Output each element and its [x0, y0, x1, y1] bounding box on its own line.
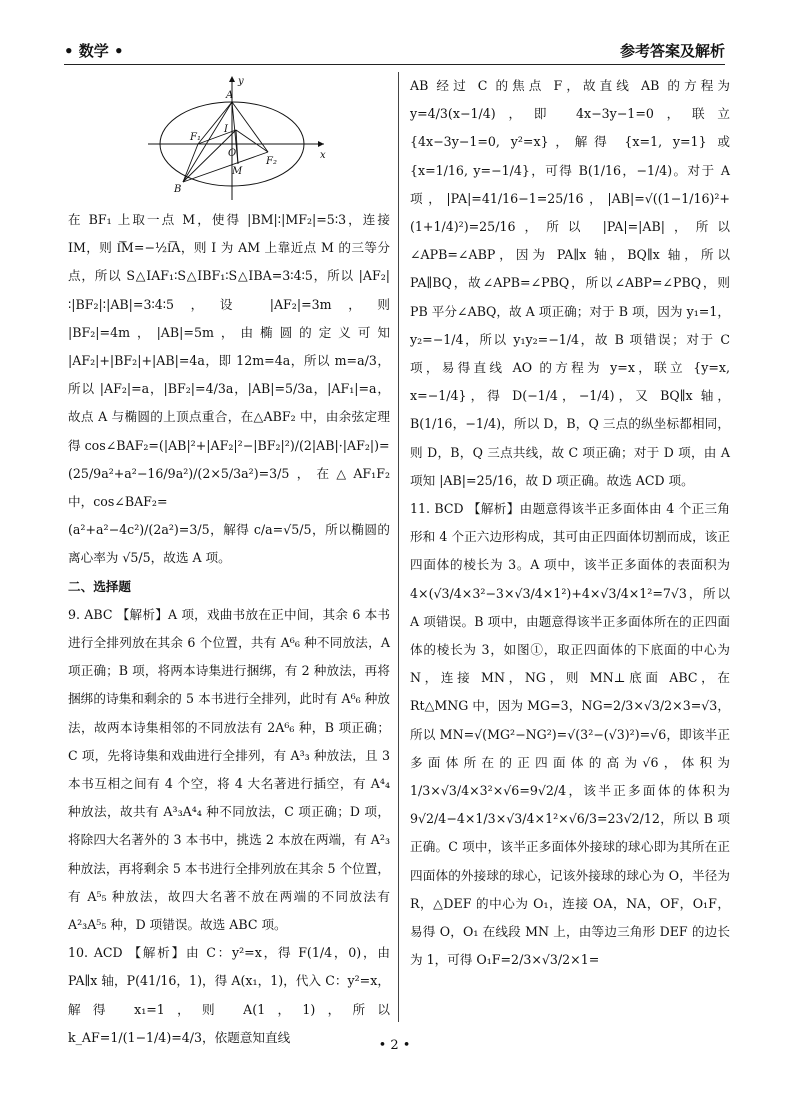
right-column: [410, 72, 730, 975]
label-x: x: [320, 150, 326, 161]
subject-label: • 数学 •: [64, 42, 124, 60]
label-F2: F₂: [266, 156, 277, 167]
page-number: • 2 •: [378, 1038, 411, 1053]
column-divider: [398, 72, 399, 1022]
q8-solution-part2: (25/9a²+a²−16/9a²)/(2×5/3a²)=3/5，在△AF₁F₂ 中，cos∠BAF₂=: [68, 465, 390, 510]
q8-solution-part3: (a²+a²−4c²)/(2a²)=3/5，解得 c/a=√5/5，所以椭圆的离心率为 √5/5，故选 A 项。: [68, 522, 390, 566]
section-heading-choice: 二、选择题: [68, 578, 131, 594]
label-A: A: [226, 90, 234, 101]
label-I: I: [224, 124, 228, 135]
label-B: B: [174, 184, 182, 195]
label-F1: F₁: [190, 132, 201, 143]
left-column: [68, 72, 390, 1052]
section-title: 参考答案及解析: [619, 42, 725, 60]
q10-solution-cont: AB 经过 C 的焦点 F，故直线 AB 的方程为 y=4/3(x−1/4)，即 4x−3y−1=0，联立 {4x−3y−1=0, y²=x}，解得 {x=1, y=1} 或 {x=1/16, y=−1/4}，可得 B(1/16，−1/4)。对于 A 项，|PA|=41/16−1=25/16，|AB|=√((1−1/16)²+(1+1/4)²)=25/16，所以 |PA|=|AB|，所以∠APB=∠ABP，因为 PA∥x 轴，BQ∥x 轴，所以 PA∥BQ，故∠APB=∠PBQ，所以∠ABP=∠PBQ，则 PB 平分∠ABQ，故 A 项正确；对于 B 项，因为 y₁=1，y₂=−1/4，所以 y₁y₂=−1/4，故 B 项错误；对于 C 项，易得直线 AO 的方程为 y=x，联立 {y=x, x=−1/4}，得 D(−1/4，−1/4)，又 BQ∥x 轴，B(1/16，−1/4)，所以 D，B，Q 三点的纵坐标都相同，则 D，B，Q 三点共线，故 C 项正确；对于 D 项，由 A 项知 |AB|=25/16，故 D 项正确。故选 ACD 项。: [410, 78, 730, 488]
q11-solution: 11. BCD 【解析】由题意得该半正多面体由 4 个正三角形和 4 个正六边形构成，其可由正四面体切割而成，该正四面体的棱长为 3。A 项中，该半正多面体的表面积为 4×(√3/4×3²−3×√3/4×1²)+4×√3/4×1²=7√3，所以 A 项错误。B 项中，由题意得该半正多面体所在的正四面体的棱长为 3，如图①，取正四面体的下底面的中心为 N，连接 MN，NG，则 MN⊥底面 ABC，在 Rt△MNG 中，因为 MG=3，NG=2/3×√3/2×3=√3，所以 MN=√(MG²−NG²)=√(3²−(√3)²)=√6，即该半正多面体所在的正四面体的高为√6，体积为 1/3×√3/4×3²×√6=9√2/4，该半正多面体的体积为 9√2/4−4×1/3×√3/4×1²×√6/3=23√2/12，所以 B 项正确。C 项中，该半正多面体外接球的球心即为其所在正四面体的外接球的球心，记该外接球的球心为 O，半径为 R，△DEF 的中心为 O₁，连接 OA，NA，OF，O₁F，易得 O，O₁ 在线段 MN 上，由等边三角形 DEF 的边长为 1，可得 O₁F=2/3×√3/2×1=: [410, 501, 730, 968]
q10-solution-start: 10. ACD 【解析】由 C：y²=x，得 F(1/4，0)，由 PA∥x 轴，P(41/16，1)，得 A(x₁，1)，代入 C：y²=x，解得 x₁=1，则 A(1，1)，所以 k_AF=1/(1−1/4)=4/3，依题意知直线: [68, 945, 390, 1045]
q8-solution-part1: 在 BF₁ 上取一点 M，使得 |BM|∶|MF₂|=5∶3，连接 IM，则 I͞M=−½I͞A，则 I 为 AM 上靠近点 M 的三等分点，所以 S△IAF₁∶S△IBF₁∶S△IBA=3∶4∶5，所以 |AF₂|∶|BF₂|∶|AB|=3∶4∶5，设 |AF₂|=3m，则 |BF₂|=4m，|AB|=5m，由椭圆的定义可知 |AF₂|+|BF₂|+|AB|=4a，即 12m=4a，所以 m=a/3，所以 |AF₂|=a，|BF₂|=4/3a，|AB|=5/3a，|AF₁|=a，故点 A 与椭圆的上顶点重合，在△ABF₂ 中，由余弦定理得 cos∠BAF₂=(|AB|²+|AF₂|²−|BF₂|²)/(2|AB|·|AF₂|)=: [68, 212, 390, 453]
q9-solution: 9. ABC 【解析】A 项，戏曲书放在正中间，其余 6 本书进行全排列放在其余 6 个位置，共有 A⁶₆ 种不同放法，A 项正确；B 项，将两本诗集进行捆绑，有 2 种放法，再将捆绑的诗集和剩余的 5 本书进行全排列，此时有 A⁶₆ 种放法，故两本诗集相邻的不同放法有 2A⁶₆ 种，B 项正确；C 项，先将诗集和戏曲进行全排列，有 A³₃ 种放法，且 3 本书互相之间有 4 个空，将 4 大名著进行插空，有 A⁴₄ 种放法，故共有 A³₃A⁴₄ 种不同放法，C 项正确；D 项，将除四大名著外的 3 本书中，挑选 2 本放在两端，有 A²₃ 种放法，再将剩余 5 本书进行全排列放在其余 5 个位置，有 A⁵₅ 种放法，故四大名著不放在两端的不同放法有 A²₃A⁵₅ 种，D 项错误。故选 ABC 项。: [68, 606, 390, 933]
ellipse-figure: [68, 72, 390, 202]
label-y: y: [238, 76, 244, 87]
label-M: M: [232, 166, 243, 177]
page-header: [64, 38, 725, 65]
label-O: O: [228, 148, 237, 159]
axes: [148, 76, 324, 200]
